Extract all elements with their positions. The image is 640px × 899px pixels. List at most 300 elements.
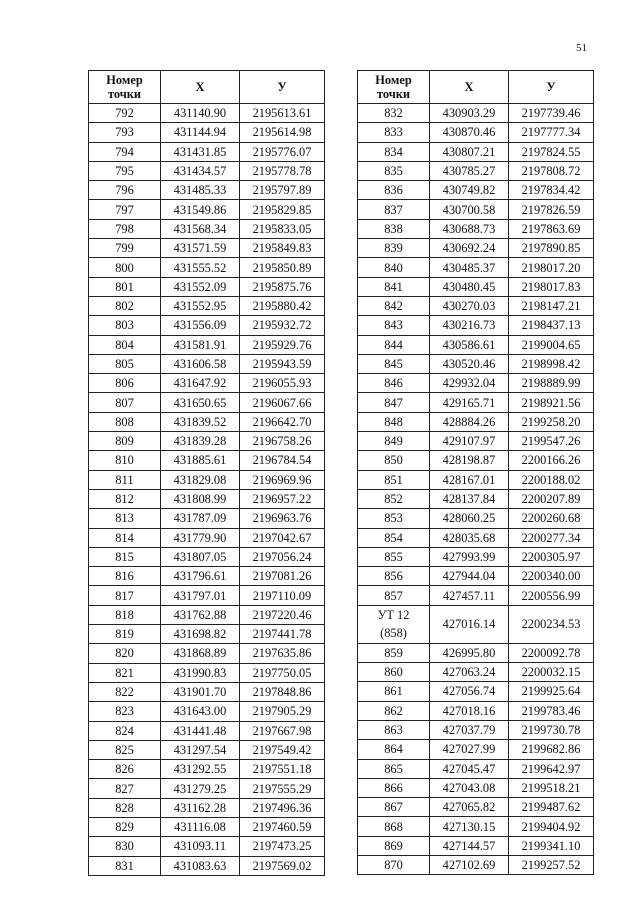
point-number-cell: 860	[358, 663, 430, 682]
table-row	[358, 682, 594, 701]
y-cell: 2199518.21	[509, 778, 594, 797]
point-number-cell: 823	[89, 702, 161, 721]
point-number-line1: УТ 12	[377, 608, 410, 623]
y-cell: 2200277.34	[509, 528, 594, 547]
table-row	[358, 528, 594, 547]
x-cell: 427144.57	[430, 836, 509, 855]
point-number-cell: 835	[358, 161, 430, 180]
table-row	[89, 161, 325, 180]
table-row	[358, 547, 594, 566]
point-number-cell: 824	[89, 721, 161, 740]
y-cell: 2197834.42	[509, 181, 594, 200]
header-point-number-line1: Номер	[375, 73, 412, 87]
y-cell: 2197667.98	[240, 721, 325, 740]
x-cell: 430480.45	[430, 277, 509, 296]
table-row	[89, 277, 325, 296]
y-cell: 2198437.13	[509, 316, 594, 335]
x-cell: 431797.01	[161, 586, 240, 605]
x-cell: 430688.73	[430, 219, 509, 238]
point-number-cell: 869	[358, 836, 430, 855]
x-cell: 431643.00	[161, 702, 240, 721]
x-cell: 427065.82	[430, 798, 509, 817]
y-cell: 2196784.54	[240, 451, 325, 470]
table-row	[89, 644, 325, 663]
coordinates-table-right	[357, 70, 594, 875]
table-row	[358, 605, 594, 643]
x-cell: 431901.70	[161, 682, 240, 701]
header-y: У	[240, 71, 325, 104]
table-row	[89, 682, 325, 701]
y-cell: 2197110.09	[240, 586, 325, 605]
table-row	[358, 489, 594, 508]
table-row	[358, 277, 594, 296]
point-number-cell: 792	[89, 104, 161, 123]
y-cell: 2199682.86	[509, 740, 594, 759]
x-cell: 427045.47	[430, 759, 509, 778]
table-row	[89, 760, 325, 779]
x-cell: 431116.08	[161, 817, 240, 836]
y-cell: 2197473.25	[240, 837, 325, 856]
point-number-cell: 831	[89, 856, 161, 875]
y-cell: 2195797.89	[240, 181, 325, 200]
table-row	[89, 296, 325, 315]
x-cell: 427993.99	[430, 547, 509, 566]
y-cell: 2199257.52	[509, 855, 594, 874]
table-row	[358, 663, 594, 682]
x-cell: 431297.54	[161, 740, 240, 759]
table-row	[358, 181, 594, 200]
point-number-cell: 837	[358, 200, 430, 219]
table-row	[89, 258, 325, 277]
y-cell: 2196055.93	[240, 374, 325, 393]
point-number-cell: 862	[358, 701, 430, 720]
x-cell: 431796.61	[161, 567, 240, 586]
x-cell: 427944.04	[430, 567, 509, 586]
point-number-cell: 859	[358, 643, 430, 662]
table-row	[358, 142, 594, 161]
table-row	[89, 817, 325, 836]
table-row	[89, 663, 325, 682]
y-cell: 2196963.76	[240, 509, 325, 528]
x-cell: 427037.79	[430, 720, 509, 739]
page-number: 51	[576, 42, 587, 54]
x-cell: 428137.84	[430, 489, 509, 508]
y-cell: 2198017.20	[509, 258, 594, 277]
y-cell: 2200305.97	[509, 547, 594, 566]
x-cell: 431807.05	[161, 547, 240, 566]
table-row	[89, 528, 325, 547]
point-number-cell: 848	[358, 412, 430, 431]
y-cell: 2197441.78	[240, 625, 325, 644]
y-cell: 2199925.64	[509, 682, 594, 701]
y-cell: 2200556.99	[509, 586, 594, 605]
point-number-cell: 849	[358, 432, 430, 451]
point-number-cell: 793	[89, 123, 161, 142]
point-number-cell: 866	[358, 778, 430, 797]
table-row	[89, 451, 325, 470]
x-cell: 429165.71	[430, 393, 509, 412]
point-number-cell: 842	[358, 296, 430, 315]
x-cell: 431698.82	[161, 625, 240, 644]
point-number-cell: 796	[89, 181, 161, 200]
table-body-right-b	[358, 643, 594, 875]
x-cell: 430692.24	[430, 239, 509, 258]
point-number-cell: 813	[89, 509, 161, 528]
x-cell: 431549.86	[161, 200, 240, 219]
table-row	[89, 316, 325, 335]
table-row	[358, 393, 594, 412]
y-cell: 2200260.68	[509, 509, 594, 528]
table-row	[358, 161, 594, 180]
table-body-right-merged	[358, 605, 594, 643]
header-x: X	[430, 71, 509, 104]
x-cell: 431144.94	[161, 123, 240, 142]
x-cell: 431606.58	[161, 354, 240, 373]
y-cell: 2197549.42	[240, 740, 325, 759]
x-cell: 430700.58	[430, 200, 509, 219]
x-cell: 427457.11	[430, 586, 509, 605]
table-row	[89, 856, 325, 875]
y-cell: 2197081.26	[240, 567, 325, 586]
point-number-cell: 852	[358, 489, 430, 508]
x-cell: 431647.92	[161, 374, 240, 393]
y-cell: 2200166.26	[509, 451, 594, 470]
point-number-cell: 855	[358, 547, 430, 566]
x-cell: 427063.24	[430, 663, 509, 682]
x-cell: 431779.90	[161, 528, 240, 547]
point-number-cell: 867	[358, 798, 430, 817]
point-number-cell: 797	[89, 200, 161, 219]
x-cell: 431839.28	[161, 432, 240, 451]
point-number-cell: 794	[89, 142, 161, 161]
y-cell: 2195829.85	[240, 200, 325, 219]
x-cell: 427027.99	[430, 740, 509, 759]
table-row	[358, 798, 594, 817]
header-point-number-line1: Номер	[106, 73, 143, 87]
table-row	[358, 701, 594, 720]
table-body-left	[89, 104, 325, 876]
point-number-cell: 810	[89, 451, 161, 470]
x-cell: 431990.83	[161, 663, 240, 682]
table-row	[358, 470, 594, 489]
x-cell: 431292.55	[161, 760, 240, 779]
point-number-cell: 868	[358, 817, 430, 836]
table-body-right-a	[358, 104, 594, 606]
table-row	[89, 335, 325, 354]
table-row	[89, 470, 325, 489]
x-cell: 430903.29	[430, 104, 509, 123]
point-number-cell: 805	[89, 354, 161, 373]
point-number-cell: 832	[358, 104, 430, 123]
point-number-cell: 818	[89, 605, 161, 624]
y-cell: 2195875.76	[240, 277, 325, 296]
point-number-cell: 840	[358, 258, 430, 277]
table-row	[358, 720, 594, 739]
table-row	[358, 258, 594, 277]
y-cell: 2195833.05	[240, 219, 325, 238]
table-row	[89, 837, 325, 856]
x-cell: 428884.26	[430, 412, 509, 431]
coordinates-table-left	[88, 70, 325, 876]
point-number-cell: 799	[89, 239, 161, 258]
y-cell: 2197848.86	[240, 682, 325, 701]
table-row	[89, 354, 325, 373]
point-number-cell: 854	[358, 528, 430, 547]
point-number-cell: 798	[89, 219, 161, 238]
table-row	[89, 123, 325, 142]
point-number-cell: 839	[358, 239, 430, 258]
y-cell: 2199730.78	[509, 720, 594, 739]
x-cell: 431093.11	[161, 837, 240, 856]
x-cell: 430870.46	[430, 123, 509, 142]
y-cell: 2197569.02	[240, 856, 325, 875]
x-cell: 431571.59	[161, 239, 240, 258]
point-number-cell: 795	[89, 161, 161, 180]
table-row	[358, 836, 594, 855]
point-number-cell: 802	[89, 296, 161, 315]
point-number-cell: 815	[89, 547, 161, 566]
x-cell: 427102.69	[430, 855, 509, 874]
point-number-cell: 851	[358, 470, 430, 489]
x-cell: 431434.57	[161, 161, 240, 180]
point-number-cell: 843	[358, 316, 430, 335]
x-cell: 431556.09	[161, 316, 240, 335]
point-number-cell: 825	[89, 740, 161, 759]
y-cell: 2197635.86	[240, 644, 325, 663]
point-number-cell: 817	[89, 586, 161, 605]
y-cell: 2197551.18	[240, 760, 325, 779]
x-cell: 431485.33	[161, 181, 240, 200]
x-cell: 428198.87	[430, 451, 509, 470]
y-cell: 2195613.61	[240, 104, 325, 123]
y-cell: 2197890.85	[509, 239, 594, 258]
table-row	[89, 586, 325, 605]
table-row	[89, 393, 325, 412]
x-cell: 431279.25	[161, 779, 240, 798]
header-x: X	[161, 71, 240, 104]
x-cell: 431787.09	[161, 509, 240, 528]
point-number-cell: 814	[89, 528, 161, 547]
point-number-cell: 820	[89, 644, 161, 663]
point-number-cell: 870	[358, 855, 430, 874]
point-number-line2: (858)	[380, 626, 407, 641]
x-cell: 431441.48	[161, 721, 240, 740]
header-point-number	[89, 71, 161, 104]
table-row	[358, 778, 594, 797]
point-number-cell: 808	[89, 412, 161, 431]
y-cell: 2197777.34	[509, 123, 594, 142]
y-cell: 2197496.36	[240, 798, 325, 817]
point-number-cell: 841	[358, 277, 430, 296]
point-number-cell: 845	[358, 354, 430, 373]
y-cell: 2195614.98	[240, 123, 325, 142]
point-number-cell: 809	[89, 432, 161, 451]
y-cell: 2199258.20	[509, 412, 594, 431]
x-cell: 431581.91	[161, 335, 240, 354]
x-cell: 431083.63	[161, 856, 240, 875]
table-row	[358, 335, 594, 354]
point-number-cell: 850	[358, 451, 430, 470]
y-cell: 2199341.10	[509, 836, 594, 855]
x-cell: 430485.37	[430, 258, 509, 277]
table-row	[358, 740, 594, 759]
x-cell: 427056.74	[430, 682, 509, 701]
y-cell: 2196758.26	[240, 432, 325, 451]
x-cell: 431829.08	[161, 470, 240, 489]
point-number-cell: 847	[358, 393, 430, 412]
point-number-cell: 821	[89, 663, 161, 682]
y-cell: 2198998.42	[509, 354, 594, 373]
x-cell: 431555.52	[161, 258, 240, 277]
y-cell: 2200207.89	[509, 489, 594, 508]
point-number-cell: 830	[89, 837, 161, 856]
y-cell: 2199404.92	[509, 817, 594, 836]
table-row	[89, 412, 325, 431]
table-row	[358, 412, 594, 431]
point-number-cell: 857	[358, 586, 430, 605]
x-cell: 430807.21	[430, 142, 509, 161]
point-number-cell: 819	[89, 625, 161, 644]
y-cell: 2195929.76	[240, 335, 325, 354]
point-number-cell: 846	[358, 374, 430, 393]
point-number-cell	[358, 605, 430, 643]
header-point-number-line2: точки	[376, 87, 411, 101]
y-cell: 2197750.05	[240, 663, 325, 682]
point-number-cell: 863	[358, 720, 430, 739]
point-number-cell: 812	[89, 489, 161, 508]
y-cell: 2197905.29	[240, 702, 325, 721]
table-row	[358, 567, 594, 586]
header-y: У	[509, 71, 594, 104]
point-number-cell: 807	[89, 393, 161, 412]
table-row	[89, 567, 325, 586]
y-cell: 2195932.72	[240, 316, 325, 335]
point-number-cell: 822	[89, 682, 161, 701]
y-cell: 2200188.02	[509, 470, 594, 489]
table-row	[89, 798, 325, 817]
point-number-cell: 844	[358, 335, 430, 354]
table-row	[358, 586, 594, 605]
x-cell: 431885.61	[161, 451, 240, 470]
x-cell: 431808.99	[161, 489, 240, 508]
x-cell: 430749.82	[430, 181, 509, 200]
x-cell: 430216.73	[430, 316, 509, 335]
y-cell: 2197808.72	[509, 161, 594, 180]
header-point-number	[358, 71, 430, 104]
x-cell: 427018.16	[430, 701, 509, 720]
header-row	[358, 71, 594, 104]
x-cell: 429107.97	[430, 432, 509, 451]
table-row	[89, 740, 325, 759]
table-row	[358, 509, 594, 528]
x-cell: 428035.68	[430, 528, 509, 547]
table-row	[358, 316, 594, 335]
y-cell: 2197460.59	[240, 817, 325, 836]
y-cell: 2198017.83	[509, 277, 594, 296]
x-cell: 431552.09	[161, 277, 240, 296]
table-row	[358, 817, 594, 836]
table-row	[358, 432, 594, 451]
y-cell: 2197056.24	[240, 547, 325, 566]
table-row	[358, 219, 594, 238]
x-cell: 431162.28	[161, 798, 240, 817]
x-cell: 428060.25	[430, 509, 509, 528]
y-cell: 2197042.67	[240, 528, 325, 547]
point-number-cell: 801	[89, 277, 161, 296]
header-point-number-line2: точки	[107, 87, 142, 101]
table-row	[89, 547, 325, 566]
point-number-cell: 826	[89, 760, 161, 779]
table-row	[358, 855, 594, 874]
x-cell: 431650.65	[161, 393, 240, 412]
point-number-cell: 856	[358, 567, 430, 586]
table-row	[358, 354, 594, 373]
x-cell: 427130.15	[430, 817, 509, 836]
point-number-cell: 838	[358, 219, 430, 238]
table-row	[89, 104, 325, 123]
x-cell: 430520.46	[430, 354, 509, 373]
table-row	[89, 509, 325, 528]
y-cell: 2199783.46	[509, 701, 594, 720]
table-row	[89, 721, 325, 740]
table-row	[89, 219, 325, 238]
y-cell: 2200032.15	[509, 663, 594, 682]
y-cell: 2196969.96	[240, 470, 325, 489]
table-row	[89, 374, 325, 393]
table-row	[358, 123, 594, 142]
point-number-cell: 853	[358, 509, 430, 528]
point-number-cell: 865	[358, 759, 430, 778]
y-cell: 2195849.83	[240, 239, 325, 258]
x-cell: 429932.04	[430, 374, 509, 393]
table-row	[89, 779, 325, 798]
x-cell: 430270.03	[430, 296, 509, 315]
table-row	[89, 142, 325, 161]
x-cell: 430586.61	[430, 335, 509, 354]
y-cell: 2198921.56	[509, 393, 594, 412]
point-number-cell: 806	[89, 374, 161, 393]
x-cell: 431431.85	[161, 142, 240, 161]
y-cell: 2198889.99	[509, 374, 594, 393]
y-cell: 2197863.69	[509, 219, 594, 238]
y-cell: 2197824.55	[509, 142, 594, 161]
y-cell: 2197220.46	[240, 605, 325, 624]
y-cell: 2196642.70	[240, 412, 325, 431]
y-cell: 2196067.66	[240, 393, 325, 412]
y-cell: 2200234.53	[509, 605, 594, 643]
y-cell: 2199547.26	[509, 432, 594, 451]
x-cell: 431568.34	[161, 219, 240, 238]
point-number-cell: 828	[89, 798, 161, 817]
y-cell: 2198147.21	[509, 296, 594, 315]
point-number-cell: 816	[89, 567, 161, 586]
table-row	[89, 432, 325, 451]
y-cell: 2195776.07	[240, 142, 325, 161]
x-cell: 427016.14	[430, 605, 509, 643]
y-cell: 2196957.22	[240, 489, 325, 508]
table-row	[89, 239, 325, 258]
y-cell: 2199487.62	[509, 798, 594, 817]
point-number-cell: 833	[358, 123, 430, 142]
x-cell: 431140.90	[161, 104, 240, 123]
point-number-cell: 864	[358, 740, 430, 759]
y-cell: 2197826.59	[509, 200, 594, 219]
table-row	[89, 605, 325, 624]
table-row	[89, 702, 325, 721]
table-row	[358, 200, 594, 219]
table-row	[358, 759, 594, 778]
table-row	[89, 625, 325, 644]
